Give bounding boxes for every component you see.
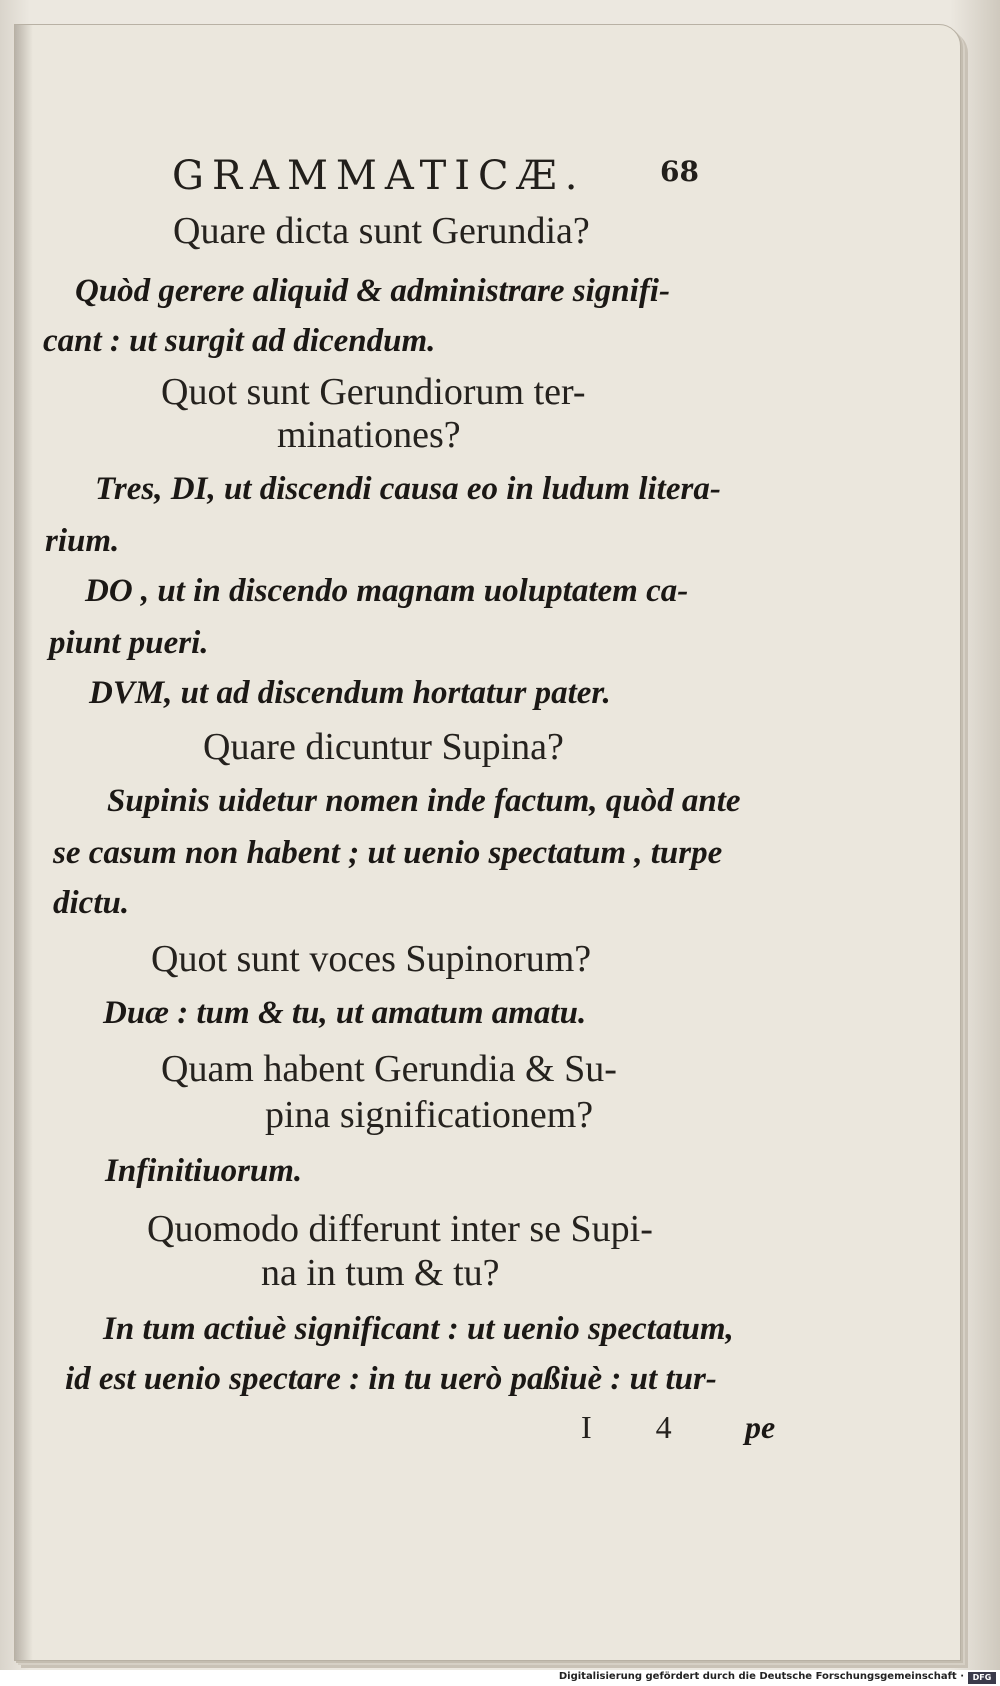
answer-line: cant : ut surgit ad dicendum. <box>43 323 436 359</box>
answer-line: piunt pueri. <box>49 625 209 661</box>
answer-line: id est uenio spectare : in tu uerò paßiuè : ut tur- <box>65 1361 717 1397</box>
question-line: minationes? <box>277 414 461 456</box>
dfg-logo: DFG <box>968 1672 996 1684</box>
answer-line: Quòd gerere aliquid & administrare signifi- <box>75 273 670 309</box>
answer-line: DO , ut in discendo magnam uoluptatem ca- <box>85 573 689 609</box>
question-line: Quot sunt Gerundiorum ter- <box>161 371 586 413</box>
answer-line: DVM, ut ad discendum hortatur pater. <box>89 675 611 711</box>
question-line: Quomodo differunt inter se Supi- <box>147 1208 653 1250</box>
catchword: pe <box>745 1409 776 1445</box>
question-line: na in tum & tu? <box>261 1252 500 1294</box>
footer-credit: Digitalisierung gefördert durch die Deutsche Forschungsgemeinschaft · <box>558 1671 964 1682</box>
signature-mark: I 4 <box>581 1409 700 1445</box>
running-title: GRAMMATICÆ. <box>172 153 586 199</box>
answer-line: Supinis uidetur nomen inde factum, quòd ante <box>107 783 741 819</box>
answer-line: dictu. <box>53 885 130 921</box>
question-line: Quare dicta sunt Gerundia? <box>173 210 590 252</box>
folio-number: 68 <box>660 155 699 188</box>
question-line: Quam habent Gerundia & Su- <box>161 1048 617 1090</box>
answer-line: Tres, DI, ut discendi causa eo in ludum litera- <box>95 471 721 507</box>
answer-line: se casum non habent ; ut uenio spectatum , turpe <box>53 835 723 871</box>
answer-line: Infinitiuorum. <box>105 1153 303 1189</box>
question-line: Quot sunt voces Supinorum? <box>151 938 592 980</box>
answer-line: Duæ : tum & tu, ut amatum amatu. <box>103 995 587 1031</box>
answer-line: In tum actiuè significant : ut uenio spectatum, <box>103 1311 734 1347</box>
question-line: pina significationem? <box>265 1094 594 1136</box>
book-page <box>14 24 961 1661</box>
question-line: Quare dicuntur Supina? <box>203 726 564 768</box>
digitization-footer <box>0 1670 1000 1686</box>
answer-line: rium. <box>45 523 120 559</box>
